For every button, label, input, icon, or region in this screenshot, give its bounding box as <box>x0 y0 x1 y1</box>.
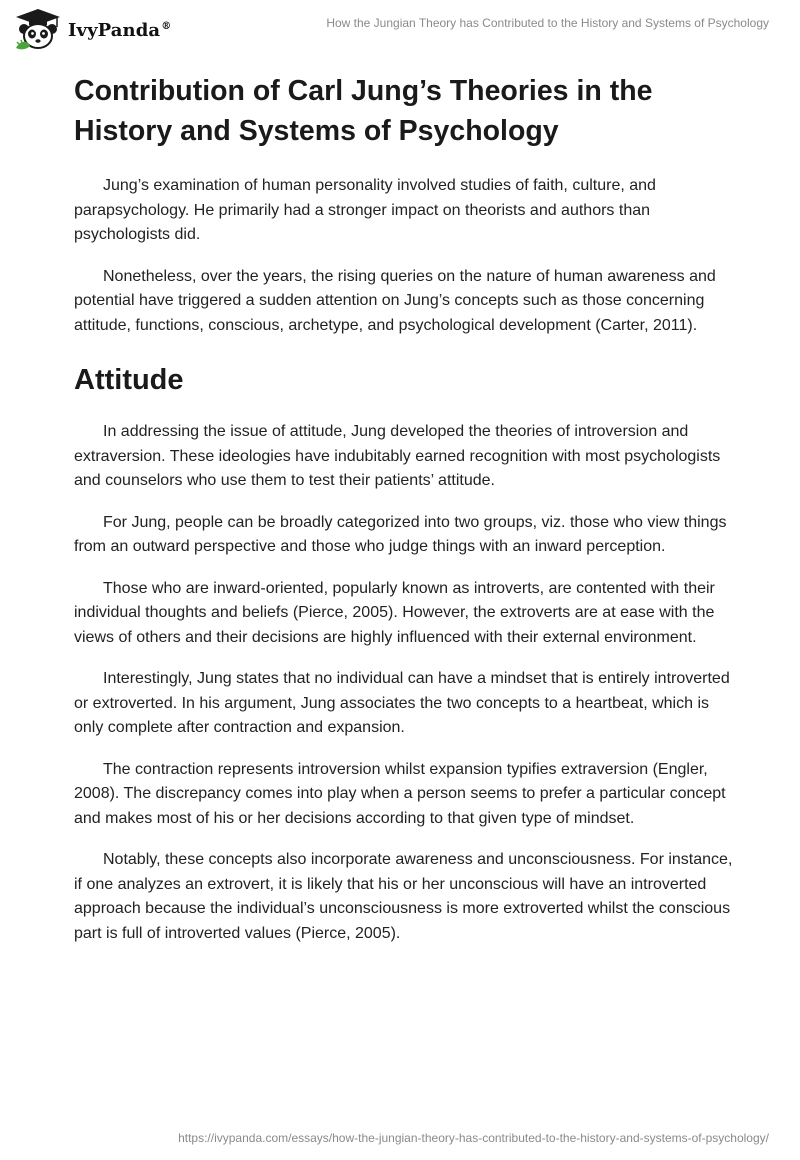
paragraph: Nonetheless, over the years, the rising queries on the nature of human awareness and potential have triggered a sudden attention on Jung’s concepts such as those concerning attitude, functions, conscious, archetype, and psychological development (Carter, 2011). <box>74 267 716 334</box>
paragraph: For Jung, people can be broadly categorized into two groups, viz. those who view things from an outward perspective and those who judge things with an inward perception. <box>74 513 727 555</box>
page-header <box>0 0 800 60</box>
paragraph: In addressing the issue of attitude, Jung developed the theories of introversion and extraversion. These ideologies have indubitably earned recognition with most psychologists and counselors who use them to test their patients’ attitude. <box>74 423 721 489</box>
brand-name: IvyPanda® <box>68 19 172 41</box>
section-heading-attitude: Attitude <box>74 364 184 396</box>
paragraph: The contraction represents introversion whilst expansion typifies extraversion (Engler, 2008). The discrepancy comes into play when a person seems to prefer a particular concept and makes most of his or her decisions according to that given type of mindset. <box>74 760 726 827</box>
article-body <box>74 71 734 946</box>
panda-graduate-icon <box>14 8 62 50</box>
paragraph: Those who are inward-oriented, popularly known as introverts, are contented with their individual thoughts and beliefs (Pierce, 2005). However, the extroverts are at ease with the views of others and their decisions are highly influenced with their external environment. <box>74 579 715 646</box>
paragraph: Notably, these concepts also incorporate awareness and unconsciousness. For instance, if one analyzes an extrovert, it is likely that his or her unconscious will have an introverted approach because the individual’s unconsciousness is more extroverted whilst the conscious part is full of introverted values (Pierce, 2005). <box>74 851 733 942</box>
brand-logo[interactable] <box>14 8 171 50</box>
running-title: How the Jungian Theory has Contributed to the History and Systems of Psychology <box>326 16 769 30</box>
source-url[interactable]: https://ivypanda.com/essays/how-the-jungian-theory-has-contributed-to-the-history-and-systems-of-psychology/ <box>178 1131 769 1145</box>
page-title: Contribution of Carl Jung’s Theories in the History and Systems of Psychology <box>74 75 653 147</box>
paragraph: Interestingly, Jung states that no individual can have a mindset that is entirely introverted or extroverted. In his argument, Jung associates the two concepts to a heartbeat, which is only complete after contraction and expansion. <box>74 670 730 736</box>
registered-mark: ® <box>161 20 172 32</box>
paragraph: Jung’s examination of human personality involved studies of faith, culture, and parapsychology. He primarily had a stronger impact on theorists and authors than psychologists did. <box>74 177 656 243</box>
